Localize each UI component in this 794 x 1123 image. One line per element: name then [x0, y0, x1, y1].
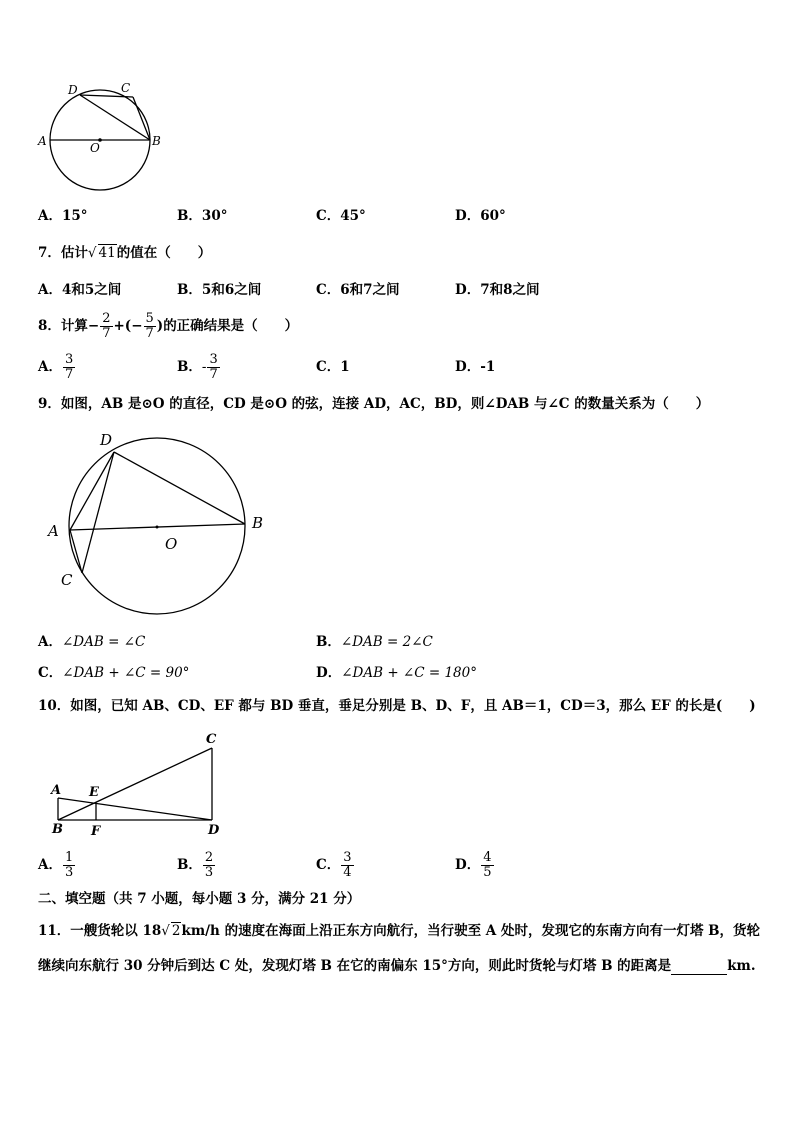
q9-option-a: A．∠DAB = ∠C [38, 634, 146, 650]
label-d: D [208, 823, 220, 838]
figure-q10-triangles [42, 728, 242, 843]
chord-db [114, 452, 245, 524]
q6-option-c: C．45° [316, 208, 366, 224]
label-b: B [52, 822, 63, 837]
label-d: D [100, 431, 113, 449]
q6-option-a: A．15° [38, 208, 88, 224]
label-b: B [152, 134, 161, 148]
q10-stem: 10．如图，已知 AB、CD、EF 都与 BD 垂直，垂足分别是 B、D、F，且 AB＝1，CD＝3，那么 EF 的长是( ) [38, 698, 756, 714]
q9-option-b: B．∠DAB = 2∠C [316, 634, 433, 650]
chord-cb [133, 97, 150, 140]
q7-option-a: A．4和5之间 [38, 282, 122, 298]
q9-option-d: D．∠DAB + ∠C = 180° [316, 665, 477, 681]
label-c: C [121, 81, 131, 95]
figure-q6-circle [36, 76, 176, 196]
q10-option-b: B． $\frac{2}{3}$ [177, 850, 214, 880]
q10-option-d: D． $\frac{4}{5}$ [455, 850, 492, 880]
section-title-fill-in: 二、填空题（共 7 小题，每小题 3 分，满分 21 分） [38, 891, 361, 907]
label-e: E [89, 785, 99, 800]
q8-option-d: D．-1 [455, 359, 496, 375]
q11-line-2: 继续向东航行 30 分钟后到达 C 处，发现灯塔 B 在它的南偏东 15°方向，则此时货轮与灯塔 B 的距离是 km. [38, 958, 756, 974]
q10-option-c: C． $\frac{3}{4}$ [316, 850, 352, 880]
q10-option-a: A． $\frac{1}{3}$ [38, 850, 74, 880]
q7-option-c: C．6和7之间 [316, 282, 400, 298]
label-o: O [165, 535, 178, 553]
label-o: O [90, 141, 100, 155]
answer-blank[interactable] [671, 960, 727, 975]
label-b: B [252, 514, 264, 532]
chord-db [80, 95, 150, 140]
q11-line-1: 11．一艘货轮以 18√ 2km/h 的速度在海面上沿正东方向航行，当行驶至 A 处时，发现它的东南方向有一灯塔 B，货轮 [38, 923, 761, 939]
q8-option-c: C．1 [316, 359, 350, 375]
label-f: F [91, 824, 101, 839]
q6-option-b: B．30° [177, 208, 228, 224]
fraction-2-7: $\frac{2}{7}$ [102, 311, 111, 341]
sqrt-41: √ 41 [87, 245, 116, 261]
figure-q9-circle [42, 426, 282, 626]
fraction-5-7: $\frac{5}{7}$ [145, 311, 154, 341]
label-c: C [206, 732, 217, 747]
sqrt-2: √ 2 [161, 923, 181, 939]
label-c: C [61, 571, 73, 589]
label-a: A [38, 134, 47, 148]
chord-ac [70, 530, 82, 573]
q9-option-c: C．∠DAB + ∠C = 90° [38, 665, 190, 681]
label-d: D [68, 83, 78, 97]
q9-stem: 9．如图，AB 是⊙O 的直径，CD 是⊙O 的弦，连接 AD，AC，BD，则∠DAB 与∠C 的数量关系为（ ） [38, 396, 710, 412]
q6-option-d: D．60° [455, 208, 506, 224]
q7-option-b: B．5和6之间 [177, 282, 262, 298]
q8-option-a: A． $\frac{3}{7}$ [38, 352, 74, 382]
chord-dc [82, 452, 114, 573]
label-a: A [48, 522, 59, 540]
label-a: A [51, 783, 62, 798]
q8-option-b: B．- $\frac{3}{7}$ [177, 352, 218, 382]
center-dot [156, 526, 159, 529]
q8-stem: 8．计算− $\frac{2}{7}$ +(− $\frac{5}{7}$ )的正确结果是（ ） [38, 311, 299, 341]
q7-option-d: D．7和8之间 [455, 282, 540, 298]
q7-stem: 7．估计√ 41的值在（ ） [38, 245, 212, 261]
